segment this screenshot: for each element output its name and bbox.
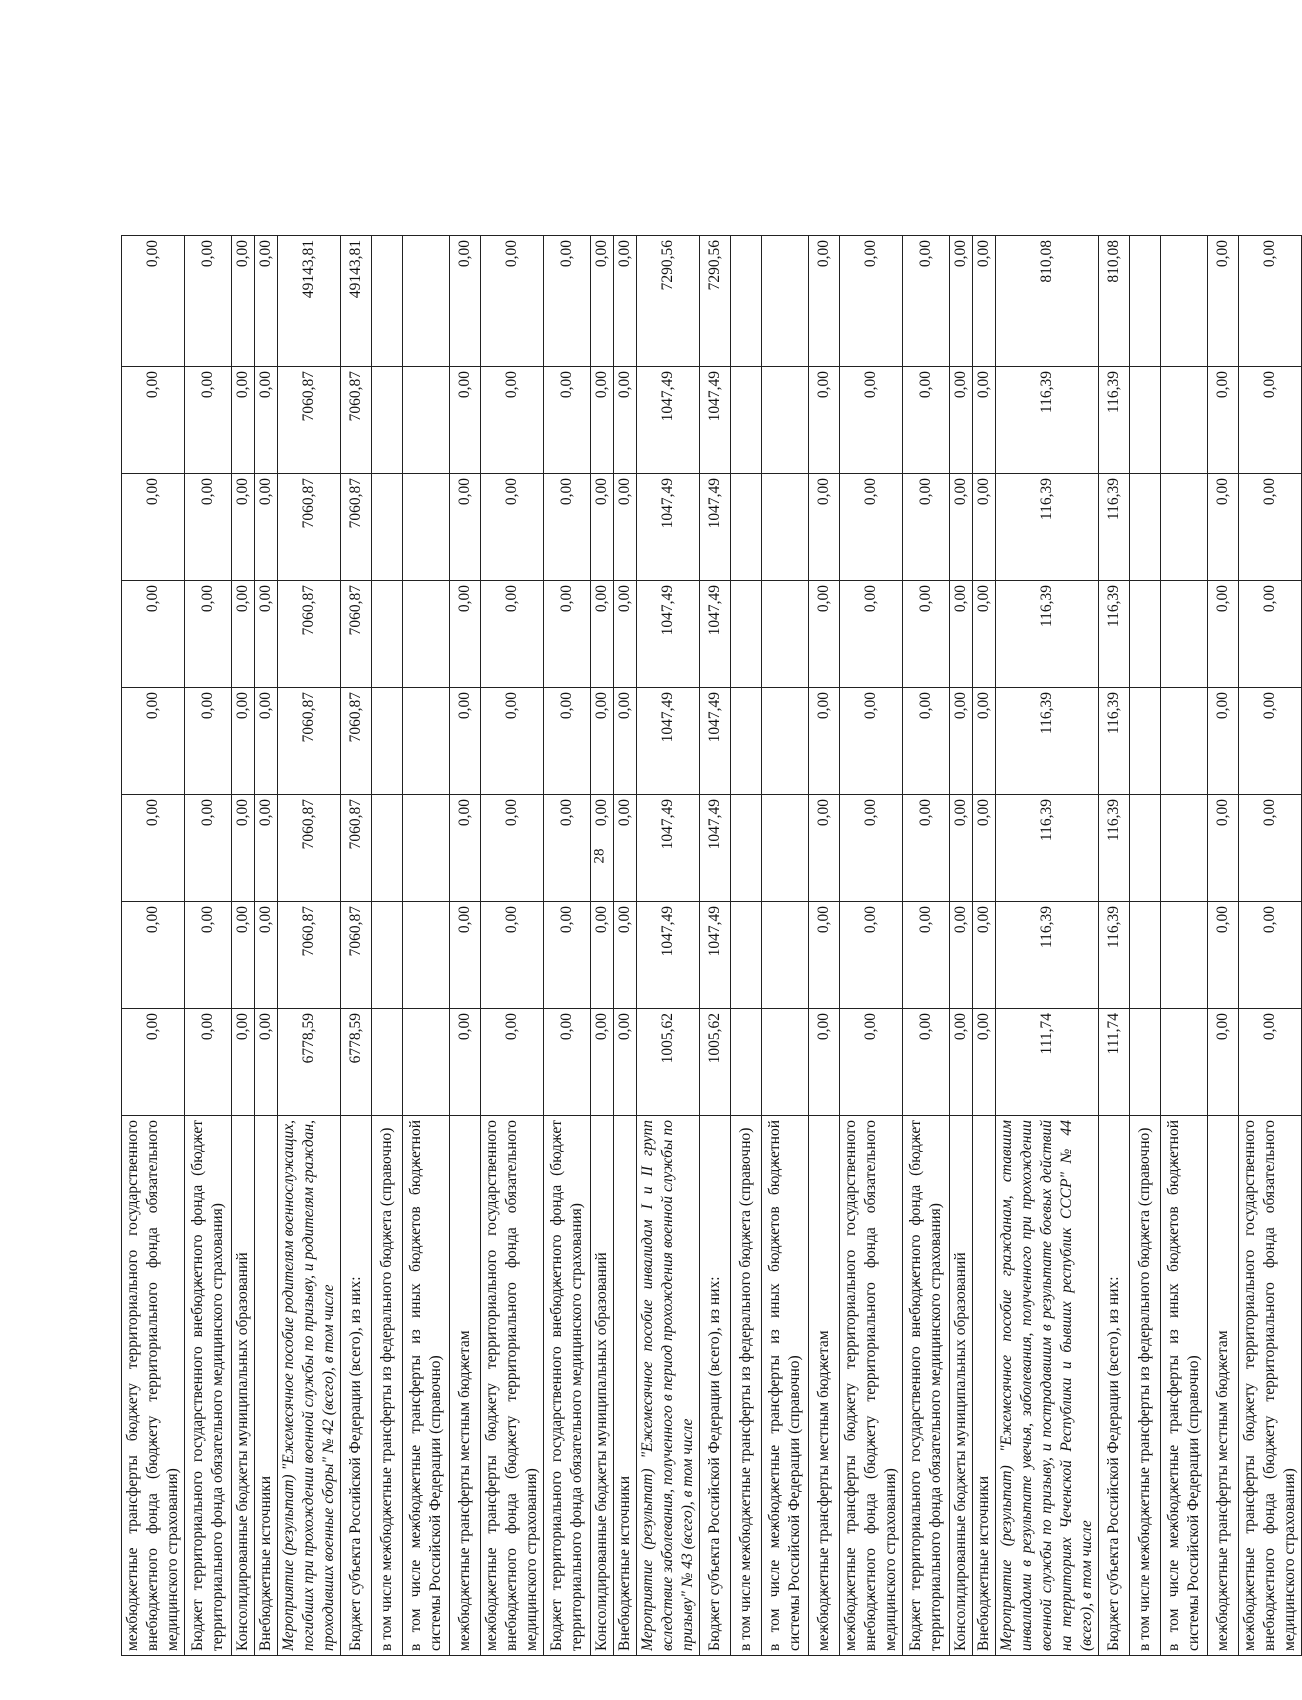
value-cell: 0,00 bbox=[614, 1009, 637, 1116]
value-cell: 0,00 bbox=[950, 1009, 973, 1116]
row-name: Мероприятие (результат) "Ежемесячное пособие родителям военнослужащих, погибших при прохождении военной службы по призыву, и родителям граждан, проходивших военные сборы" № 42 (всего), в том числе bbox=[278, 1116, 341, 1656]
value-cell: 0,00 bbox=[1239, 581, 1302, 688]
value-cell bbox=[1161, 902, 1208, 1009]
row-name: межбюджетные трансферты местным бюджетам bbox=[809, 1116, 840, 1656]
value-cell: 0,00 bbox=[481, 688, 544, 795]
value-cell bbox=[403, 688, 450, 795]
table-row bbox=[840, 236, 903, 1656]
value-cell bbox=[1161, 688, 1208, 795]
value-cell: 7060,87 bbox=[341, 902, 372, 1009]
row-name: Бюджет субъекта Российской Федерации (всего), из них: bbox=[700, 1116, 731, 1656]
value-cell: 0,00 bbox=[809, 367, 840, 474]
row-name: Консолидированные бюджеты муниципальных образований bbox=[591, 1116, 614, 1656]
value-cell bbox=[762, 1009, 809, 1116]
table-row bbox=[122, 236, 185, 1656]
value-cell: 0,00 bbox=[840, 581, 903, 688]
value-cell: 0,00 bbox=[122, 795, 185, 902]
value-cell bbox=[403, 236, 450, 367]
value-cell bbox=[372, 688, 403, 795]
table-row bbox=[700, 236, 731, 1656]
row-name: в том числе межбюджетные трансферты из федерального бюджета (справочно) bbox=[731, 1116, 762, 1656]
value-cell: 0,00 bbox=[450, 367, 481, 474]
value-cell: 0,00 bbox=[809, 474, 840, 581]
page-number: 28 bbox=[591, 848, 608, 864]
table-row bbox=[1239, 236, 1302, 1656]
value-cell: 0,00 bbox=[950, 688, 973, 795]
value-cell: 1047,49 bbox=[637, 795, 700, 902]
value-cell: 0,00 bbox=[591, 474, 614, 581]
row-name: Консолидированные бюджеты муниципальных образований bbox=[950, 1116, 973, 1656]
table-row bbox=[255, 236, 278, 1656]
value-cell: 0,00 bbox=[450, 902, 481, 1009]
value-cell: 0,00 bbox=[232, 795, 255, 902]
value-cell: 116,39 bbox=[1099, 474, 1130, 581]
value-cell: 7060,87 bbox=[278, 474, 341, 581]
value-cell: 0,00 bbox=[903, 795, 950, 902]
value-cell: 0,00 bbox=[255, 902, 278, 1009]
value-cell: 0,00 bbox=[232, 581, 255, 688]
value-cell bbox=[372, 581, 403, 688]
value-cell: 0,00 bbox=[973, 236, 996, 367]
value-cell: 7060,87 bbox=[341, 795, 372, 902]
value-cell: 0,00 bbox=[1239, 367, 1302, 474]
row-name: в том числе межбюджетные трансферты из иных бюджетов бюджетной системы Российской Федерации (справочно) bbox=[1161, 1116, 1208, 1656]
value-cell bbox=[1161, 474, 1208, 581]
value-cell: 0,00 bbox=[185, 236, 232, 367]
value-cell bbox=[372, 367, 403, 474]
row-name: Консолидированные бюджеты муниципальных образований bbox=[232, 1116, 255, 1656]
value-cell: 0,00 bbox=[591, 795, 614, 902]
value-cell: 0,00 bbox=[232, 474, 255, 581]
value-cell: 49143,81 bbox=[341, 236, 372, 367]
value-cell: 0,00 bbox=[255, 581, 278, 688]
row-name: межбюджетные трансферты местным бюджетам bbox=[1208, 1116, 1239, 1656]
value-cell: 0,00 bbox=[950, 236, 973, 367]
value-cell: 6778,59 bbox=[278, 1009, 341, 1116]
value-cell: 0,00 bbox=[450, 795, 481, 902]
value-cell: 0,00 bbox=[450, 474, 481, 581]
table-row bbox=[232, 236, 255, 1656]
value-cell: 0,00 bbox=[450, 1009, 481, 1116]
value-cell: 0,00 bbox=[973, 367, 996, 474]
value-cell: 0,00 bbox=[185, 688, 232, 795]
value-cell: 0,00 bbox=[1239, 795, 1302, 902]
value-cell: 1005,62 bbox=[637, 1009, 700, 1116]
table-row bbox=[903, 236, 950, 1656]
value-cell bbox=[403, 367, 450, 474]
row-name: Бюджет территориального государственного внебюджетного фонда (бюджет территориального фонда обязательного медицинского страхования) bbox=[185, 1116, 232, 1656]
value-cell: 0,00 bbox=[1208, 795, 1239, 902]
value-cell bbox=[372, 1009, 403, 1116]
row-name: Мероприятие (результат) "Ежемесячное пособие инвалидам I и II групп вследствие заболевания, полученного в период прохождения военной службы по призыву" № 43 (всего), в том числе bbox=[637, 1116, 700, 1656]
value-cell: 116,39 bbox=[1099, 688, 1130, 795]
value-cell: 7060,87 bbox=[341, 474, 372, 581]
row-name: в том числе межбюджетные трансферты из федерального бюджета (справочно) bbox=[372, 1116, 403, 1656]
value-cell bbox=[1161, 795, 1208, 902]
value-cell: 0,00 bbox=[122, 581, 185, 688]
row-name: Мероприятие (результат) "Ежемесячное пособие гражданам, ставшим инвалидами в результате увечья, заболевания, полученного при прохождении военной службы по призыву, и пострадавшим в результате боевых действий на территориях Чеченской Республики и бывших республик СССР" № 44 (всего), в том числе bbox=[996, 1116, 1099, 1656]
value-cell: 0,00 bbox=[232, 367, 255, 474]
row-name: Внебюджетные источники bbox=[973, 1116, 996, 1656]
value-cell: 0,00 bbox=[591, 236, 614, 367]
value-cell: 0,00 bbox=[481, 902, 544, 1009]
value-cell bbox=[1130, 1009, 1161, 1116]
table-row bbox=[762, 236, 809, 1656]
value-cell: 0,00 bbox=[614, 688, 637, 795]
value-cell: 0,00 bbox=[950, 902, 973, 1009]
value-cell: 1047,49 bbox=[637, 688, 700, 795]
value-cell bbox=[731, 236, 762, 367]
value-cell bbox=[1161, 581, 1208, 688]
value-cell: 0,00 bbox=[544, 688, 591, 795]
value-cell: 111,74 bbox=[1099, 1009, 1130, 1116]
value-cell: 0,00 bbox=[1239, 1009, 1302, 1116]
table-body bbox=[122, 236, 1302, 1656]
value-cell: 0,00 bbox=[544, 474, 591, 581]
value-cell: 0,00 bbox=[481, 581, 544, 688]
table-row bbox=[809, 236, 840, 1656]
row-name: Бюджет территориального государственного внебюджетного фонда (бюджет территориального фонда обязательного медицинского страхования) bbox=[903, 1116, 950, 1656]
value-cell: 0,00 bbox=[591, 1009, 614, 1116]
value-cell: 7060,87 bbox=[278, 367, 341, 474]
value-cell bbox=[1130, 474, 1161, 581]
value-cell bbox=[403, 474, 450, 581]
value-cell: 0,00 bbox=[544, 236, 591, 367]
table-row bbox=[1099, 236, 1130, 1656]
value-cell: 0,00 bbox=[591, 581, 614, 688]
value-cell bbox=[731, 795, 762, 902]
value-cell: 0,00 bbox=[1208, 688, 1239, 795]
value-cell: 0,00 bbox=[544, 581, 591, 688]
table-row bbox=[372, 236, 403, 1656]
value-cell: 1005,62 bbox=[700, 1009, 731, 1116]
value-cell: 0,00 bbox=[544, 1009, 591, 1116]
value-cell bbox=[762, 236, 809, 367]
row-name: в том числе межбюджетные трансферты из иных бюджетов бюджетной системы Российской Федерации (справочно) bbox=[762, 1116, 809, 1656]
value-cell: 116,39 bbox=[1099, 902, 1130, 1009]
value-cell bbox=[372, 236, 403, 367]
value-cell bbox=[762, 474, 809, 581]
value-cell: 0,00 bbox=[1208, 236, 1239, 367]
value-cell: 0,00 bbox=[973, 581, 996, 688]
value-cell: 0,00 bbox=[481, 236, 544, 367]
value-cell: 111,74 bbox=[996, 1009, 1099, 1116]
table-row bbox=[1130, 236, 1161, 1656]
value-cell bbox=[1130, 688, 1161, 795]
value-cell bbox=[403, 902, 450, 1009]
value-cell bbox=[731, 688, 762, 795]
value-cell: 0,00 bbox=[614, 367, 637, 474]
value-cell: 0,00 bbox=[840, 236, 903, 367]
value-cell: 0,00 bbox=[122, 902, 185, 1009]
value-cell: 1047,49 bbox=[700, 367, 731, 474]
value-cell: 0,00 bbox=[903, 474, 950, 581]
value-cell: 0,00 bbox=[450, 236, 481, 367]
value-cell: 0,00 bbox=[840, 474, 903, 581]
value-cell: 7290,56 bbox=[700, 236, 731, 367]
value-cell: 0,00 bbox=[255, 795, 278, 902]
value-cell: 0,00 bbox=[950, 474, 973, 581]
table-row bbox=[973, 236, 996, 1656]
value-cell: 0,00 bbox=[950, 795, 973, 902]
value-cell: 1047,49 bbox=[637, 902, 700, 1009]
value-cell: 0,00 bbox=[450, 688, 481, 795]
value-cell: 0,00 bbox=[1239, 236, 1302, 367]
value-cell: 1047,49 bbox=[637, 474, 700, 581]
value-cell: 0,00 bbox=[122, 1009, 185, 1116]
value-cell: 0,00 bbox=[840, 1009, 903, 1116]
value-cell: 116,39 bbox=[996, 902, 1099, 1009]
value-cell: 116,39 bbox=[996, 688, 1099, 795]
value-cell bbox=[1161, 367, 1208, 474]
value-cell bbox=[403, 1009, 450, 1116]
value-cell: 0,00 bbox=[1208, 1009, 1239, 1116]
budget-table bbox=[121, 235, 1302, 1656]
value-cell bbox=[372, 795, 403, 902]
value-cell: 0,00 bbox=[973, 795, 996, 902]
table-row bbox=[637, 236, 700, 1656]
value-cell: 0,00 bbox=[591, 367, 614, 474]
value-cell: 0,00 bbox=[544, 367, 591, 474]
row-name: Внебюджетные источники bbox=[255, 1116, 278, 1656]
value-cell bbox=[731, 367, 762, 474]
value-cell: 0,00 bbox=[973, 902, 996, 1009]
table-row bbox=[185, 236, 232, 1656]
value-cell: 0,00 bbox=[614, 236, 637, 367]
value-cell: 7060,87 bbox=[278, 688, 341, 795]
value-cell bbox=[762, 902, 809, 1009]
value-cell bbox=[762, 795, 809, 902]
value-cell: 116,39 bbox=[1099, 581, 1130, 688]
table-row bbox=[1161, 236, 1208, 1656]
value-cell: 7060,87 bbox=[278, 795, 341, 902]
value-cell: 7060,87 bbox=[341, 367, 372, 474]
value-cell: 0,00 bbox=[840, 902, 903, 1009]
value-cell: 0,00 bbox=[903, 236, 950, 367]
value-cell bbox=[372, 902, 403, 1009]
value-cell: 0,00 bbox=[840, 795, 903, 902]
value-cell: 0,00 bbox=[840, 688, 903, 795]
value-cell: 0,00 bbox=[809, 581, 840, 688]
value-cell: 0,00 bbox=[903, 1009, 950, 1116]
value-cell: 7060,87 bbox=[341, 581, 372, 688]
value-cell bbox=[731, 902, 762, 1009]
value-cell: 7060,87 bbox=[278, 902, 341, 1009]
value-cell: 0,00 bbox=[122, 474, 185, 581]
row-name: Бюджет субъекта Российской Федерации (всего), из них: bbox=[1099, 1116, 1130, 1656]
value-cell: 116,39 bbox=[996, 581, 1099, 688]
value-cell: 1047,49 bbox=[700, 795, 731, 902]
value-cell: 116,39 bbox=[1099, 795, 1130, 902]
value-cell: 810,08 bbox=[996, 236, 1099, 367]
value-cell: 0,00 bbox=[122, 236, 185, 367]
row-name: Бюджет территориального государственного внебюджетного фонда (бюджет территориального фонда обязательного медицинского страхования) bbox=[544, 1116, 591, 1656]
value-cell: 0,00 bbox=[1239, 902, 1302, 1009]
value-cell: 0,00 bbox=[122, 688, 185, 795]
value-cell: 0,00 bbox=[903, 367, 950, 474]
value-cell: 0,00 bbox=[232, 236, 255, 367]
value-cell: 0,00 bbox=[185, 1009, 232, 1116]
value-cell: 0,00 bbox=[544, 795, 591, 902]
value-cell: 0,00 bbox=[255, 688, 278, 795]
value-cell: 0,00 bbox=[185, 581, 232, 688]
value-cell: 1047,49 bbox=[637, 367, 700, 474]
value-cell bbox=[1130, 367, 1161, 474]
value-cell: 1047,49 bbox=[637, 581, 700, 688]
value-cell bbox=[1130, 902, 1161, 1009]
value-cell: 0,00 bbox=[973, 1009, 996, 1116]
value-cell: 0,00 bbox=[614, 902, 637, 1009]
value-cell: 0,00 bbox=[809, 795, 840, 902]
value-cell: 0,00 bbox=[1208, 581, 1239, 688]
value-cell: 0,00 bbox=[903, 581, 950, 688]
value-cell bbox=[1130, 795, 1161, 902]
value-cell: 0,00 bbox=[591, 902, 614, 1009]
row-name: межбюджетные трансферты бюджету территориального государственного внебюджетного фонда (бюджету территориального фонда обязательного медицинского страхования) bbox=[122, 1116, 185, 1656]
value-cell: 0,00 bbox=[903, 688, 950, 795]
value-cell: 7060,87 bbox=[341, 688, 372, 795]
value-cell bbox=[1130, 236, 1161, 367]
value-cell: 0,00 bbox=[481, 795, 544, 902]
row-name: Бюджет субъекта Российской Федерации (всего), из них: bbox=[341, 1116, 372, 1656]
value-cell: 0,00 bbox=[481, 1009, 544, 1116]
value-cell: 0,00 bbox=[481, 367, 544, 474]
rotated-table-container bbox=[121, 236, 1298, 1656]
value-cell: 0,00 bbox=[185, 795, 232, 902]
table-row bbox=[731, 236, 762, 1656]
value-cell: 0,00 bbox=[950, 367, 973, 474]
value-cell: 0,00 bbox=[255, 474, 278, 581]
value-cell: 6778,59 bbox=[341, 1009, 372, 1116]
table-row bbox=[996, 236, 1099, 1656]
value-cell: 0,00 bbox=[185, 902, 232, 1009]
value-cell bbox=[731, 581, 762, 688]
value-cell: 0,00 bbox=[481, 474, 544, 581]
value-cell bbox=[731, 1009, 762, 1116]
value-cell: 0,00 bbox=[973, 688, 996, 795]
value-cell: 0,00 bbox=[255, 236, 278, 367]
table-row bbox=[950, 236, 973, 1656]
value-cell: 0,00 bbox=[614, 474, 637, 581]
row-name: межбюджетные трансферты местным бюджетам bbox=[450, 1116, 481, 1656]
value-cell: 0,00 bbox=[255, 1009, 278, 1116]
table-row bbox=[481, 236, 544, 1656]
value-cell: 0,00 bbox=[232, 902, 255, 1009]
value-cell: 1047,49 bbox=[700, 581, 731, 688]
table-row bbox=[278, 236, 341, 1656]
value-cell: 0,00 bbox=[840, 367, 903, 474]
value-cell: 0,00 bbox=[809, 688, 840, 795]
value-cell: 0,00 bbox=[809, 236, 840, 367]
value-cell: 1047,49 bbox=[700, 474, 731, 581]
value-cell: 0,00 bbox=[232, 688, 255, 795]
value-cell: 0,00 bbox=[1239, 474, 1302, 581]
value-cell: 116,39 bbox=[1099, 367, 1130, 474]
value-cell: 0,00 bbox=[903, 902, 950, 1009]
table-row bbox=[591, 236, 614, 1656]
value-cell: 0,00 bbox=[450, 581, 481, 688]
value-cell bbox=[372, 474, 403, 581]
table-row bbox=[614, 236, 637, 1656]
row-name: межбюджетные трансферты бюджету территориального государственного внебюджетного фонда (бюджету территориального фонда обязательного медицинского страхования) bbox=[481, 1116, 544, 1656]
value-cell bbox=[1161, 1009, 1208, 1116]
row-name: Внебюджетные источники bbox=[614, 1116, 637, 1656]
value-cell: 0,00 bbox=[950, 581, 973, 688]
value-cell: 0,00 bbox=[255, 367, 278, 474]
table-row bbox=[450, 236, 481, 1656]
value-cell: 0,00 bbox=[1208, 474, 1239, 581]
value-cell: 116,39 bbox=[996, 795, 1099, 902]
value-cell: 0,00 bbox=[1208, 367, 1239, 474]
value-cell: 1047,49 bbox=[700, 688, 731, 795]
value-cell: 7290,56 bbox=[637, 236, 700, 367]
value-cell: 0,00 bbox=[1239, 688, 1302, 795]
value-cell: 0,00 bbox=[614, 795, 637, 902]
value-cell: 0,00 bbox=[973, 474, 996, 581]
value-cell: 1047,49 bbox=[700, 902, 731, 1009]
value-cell: 0,00 bbox=[591, 688, 614, 795]
value-cell: 0,00 bbox=[809, 902, 840, 1009]
row-name: межбюджетные трансферты бюджету территориального государственного внебюджетного фонда (бюджету территориального фонда обязательного медицинского страхования) bbox=[840, 1116, 903, 1656]
value-cell bbox=[403, 581, 450, 688]
value-cell bbox=[1161, 236, 1208, 367]
value-cell: 0,00 bbox=[232, 1009, 255, 1116]
value-cell bbox=[762, 581, 809, 688]
value-cell bbox=[762, 688, 809, 795]
table-row bbox=[544, 236, 591, 1656]
value-cell: 0,00 bbox=[809, 1009, 840, 1116]
value-cell bbox=[403, 795, 450, 902]
value-cell: 116,39 bbox=[996, 367, 1099, 474]
value-cell: 0,00 bbox=[122, 367, 185, 474]
value-cell: 7060,87 bbox=[278, 581, 341, 688]
value-cell: 49143,81 bbox=[278, 236, 341, 367]
value-cell: 0,00 bbox=[1208, 902, 1239, 1009]
value-cell: 0,00 bbox=[185, 367, 232, 474]
row-name: межбюджетные трансферты бюджету территориального государственного внебюджетного фонда (бюджету территориального фонда обязательного медицинского страхования) bbox=[1239, 1116, 1302, 1656]
table-row bbox=[1208, 236, 1239, 1656]
value-cell: 0,00 bbox=[544, 902, 591, 1009]
value-cell: 0,00 bbox=[185, 474, 232, 581]
value-cell: 810,08 bbox=[1099, 236, 1130, 367]
value-cell: 116,39 bbox=[996, 474, 1099, 581]
table-row bbox=[403, 236, 450, 1656]
value-cell bbox=[1130, 581, 1161, 688]
value-cell: 0,00 bbox=[614, 581, 637, 688]
row-name: в том числе межбюджетные трансферты из иных бюджетов бюджетной системы Российской Федерации (справочно) bbox=[403, 1116, 450, 1656]
row-name: в том числе межбюджетные трансферты из федерального бюджета (справочно) bbox=[1130, 1116, 1161, 1656]
value-cell bbox=[762, 367, 809, 474]
value-cell bbox=[731, 474, 762, 581]
table-row bbox=[341, 236, 372, 1656]
